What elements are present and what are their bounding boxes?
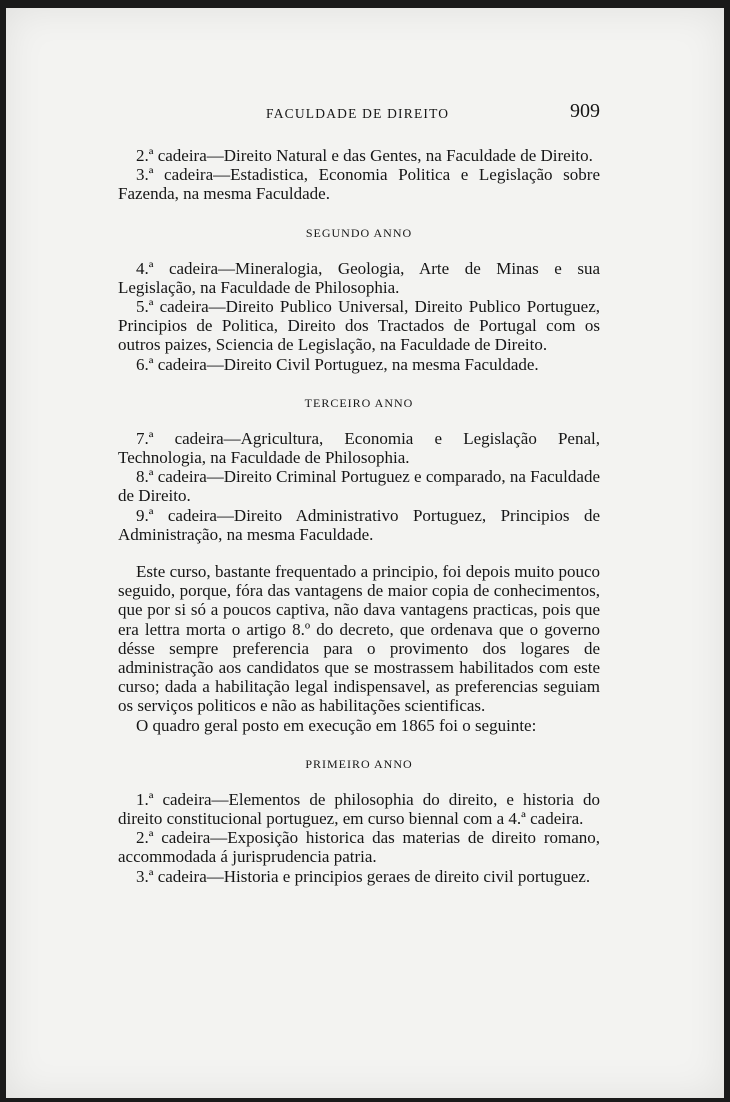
section-heading: SEGUNDO ANNO — [305, 225, 413, 240]
paragraph: 3.ª cadeira—Estadistica, Economia Politica e Legislação sobre Fazenda, na mesma Faculdade. — [118, 165, 600, 204]
paragraph: 8.ª cadeira—Direito Criminal Portuguez e comparado, na Faculdade de Direito. — [118, 467, 600, 506]
paragraph: O quadro geral posto em execução em 1865 foi o seguinte: — [136, 715, 537, 735]
paragraph: 5.ª cadeira—Direito Publico Universal, Direito Publico Portuguez, Principios de Politica, Direito dos Tractados de Portugal com os outros paizes, Sciencia de Legislação, na Faculdade de Direito. — [118, 297, 600, 355]
paragraph: 6.ª cadeira—Direito Civil Portuguez, na mesma Faculdade. — [136, 354, 539, 374]
page-number: 909 — [570, 100, 600, 122]
paragraph: 9.ª cadeira—Direito Administrativo Portuguez, Principios de Administração, na mesma Faculdade. — [118, 505, 600, 544]
paragraph: 4.ª cadeira—Mineralogia, Geologia, Arte de Minas e sua Legislação, na Faculdade de Philosophia. — [118, 258, 600, 297]
page-body — [118, 146, 600, 886]
paragraph: Este curso, bastante frequentado a principio, foi depois muito pouco seguido, porque, fóra das vantagens de maior copia de conhecimentos, que por si só a poucos captiva, não dava vantagens practicas, pois que era lettra morta o artigo 8.º do decreto, que ordenava que o governo désse sempre preferencia para o provimento dos logares de administração aos candidatos que se mostrassem habilitados com este curso; dada a habilitação legal indispensavel, as preferencias seguiam os serviços politicos e não as habilitações scientificas. — [118, 562, 600, 716]
paragraph: 7.ª cadeira—Agricultura, Economia e Legislação Penal, Technologia, na Faculdade de Philosophia. — [118, 428, 600, 468]
paragraph: 1.ª cadeira—Elementos de philosophia do direito, e historia do direito constitucional portuguez, em curso biennal com a 4.ª cadeira. — [118, 789, 600, 829]
paragraph: 2.ª cadeira—Direito Natural e das Gentes, na Faculdade de Direito. — [136, 146, 593, 165]
running-title: FACULDADE DE DIREITO — [266, 106, 450, 121]
page-header — [118, 100, 600, 130]
section-heading: PRIMEIRO ANNO — [305, 756, 413, 771]
paragraph-gap — [118, 544, 600, 562]
paragraph: 2.ª cadeira—Exposição historica das materias de direito romano, accommodada á jurisprudencia patria. — [118, 828, 600, 867]
paragraph: 3.ª cadeira—Historia e principios geraes de direito civil portuguez. — [136, 866, 591, 886]
book-page — [6, 8, 724, 1098]
section-heading: TERCEIRO ANNO — [304, 395, 414, 410]
